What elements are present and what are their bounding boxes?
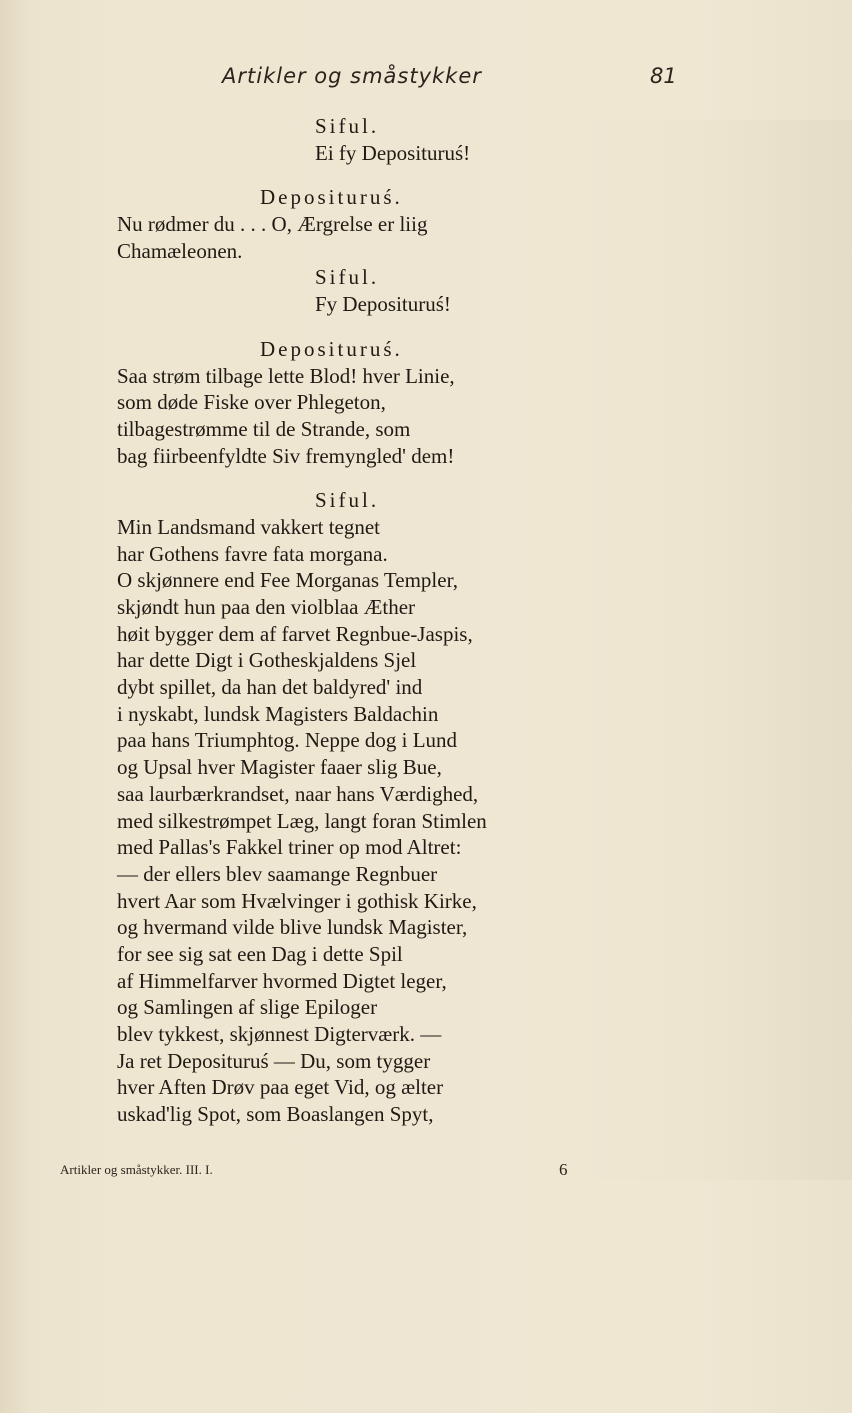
verse-line: paa hans Triumphtog. Neppe dog i Lund xyxy=(117,728,458,753)
verse-line: blev tykkest, skjønnest Digterværk. — xyxy=(117,1022,442,1046)
verse-line: Nu rødmer du . . . O, Ærgrelse er liig xyxy=(117,212,428,237)
verse-line: saa laurbærkrandset, naar hans Værdighed, xyxy=(117,781,479,806)
verse-line: og Samlingen af slige Epiloger xyxy=(117,995,378,1020)
verse-line: med silkestrømpet Læg, langt foran Stimlen xyxy=(117,808,487,833)
verse-line: hvert Aar som Hvælvinger i gothisk Kirke, xyxy=(117,888,477,913)
verse-line: skjøndt hun paa den violblaa Æther xyxy=(117,595,416,619)
speaker-name: Deposituruś. xyxy=(260,185,403,210)
verse-line: Saa strøm tilbage lette Blod! hver Linie, xyxy=(117,363,455,388)
sheet-number: 6 xyxy=(559,1160,568,1179)
verse-line: Ei fy Deposituruś! xyxy=(315,140,471,165)
verse-line: for see sig sat een Dag i dette Spil xyxy=(117,941,403,966)
verse-line: uskad'lig Spot, som Boaslangen Spyt, xyxy=(117,1102,434,1127)
verse-line: tilbagestrømme til de Strande, som xyxy=(117,416,411,441)
page-footer xyxy=(0,1162,852,1184)
stanza-gap xyxy=(117,318,577,336)
stanza-gap xyxy=(117,166,577,184)
verse-line: af Himmelfarver hvormed Digtet leger, xyxy=(117,968,447,993)
stanza-gap xyxy=(117,469,577,487)
verse-line: og hvermand vilde blive lundsk Magister, xyxy=(117,915,468,940)
running-head-title: Artikler og småstykker xyxy=(222,64,482,88)
verse-line: i nyskabt, lundsk Magisters Baldachin xyxy=(117,701,439,726)
verse-line: Chamæleonen. xyxy=(117,238,243,263)
verse-line: og Upsal hver Magister faaer slig Bue, xyxy=(117,755,442,780)
verse-line: Min Landsmand vakkert tegnet xyxy=(117,514,381,539)
verse-line: med Pallas's Fakkel triner op mod Altret: xyxy=(117,835,462,860)
verse-line: — der ellers blev saamange Regnbuer xyxy=(117,861,438,886)
speaker-name: Siful. xyxy=(315,114,380,138)
verse-line: dybt spillet, da han det baldyred' ind xyxy=(117,675,423,700)
verse-line: som døde Fiske over Phlegeton, xyxy=(117,390,386,415)
verse-line: høit bygger dem af farvet Regnbue-Jaspis, xyxy=(117,621,473,646)
page-number: 81 xyxy=(650,64,677,88)
verse-line: Ja ret Deposituruś — Du, som tygger xyxy=(117,1048,431,1073)
verse-line: hver Aften Drøv paa eget Vid, og ælter xyxy=(117,1075,444,1100)
speaker-name: Siful. xyxy=(315,488,380,513)
verse-line: har Gothens favre fata morgana. xyxy=(117,541,388,566)
verse-line: har dette Digt i Gotheskjaldens Sjel xyxy=(117,648,417,673)
signature-line: Artikler og småstykker. III. I. xyxy=(60,1162,213,1177)
verse-text xyxy=(117,113,577,1128)
running-head xyxy=(0,64,852,96)
verse-line: O skjønnere end Fee Morganas Templer, xyxy=(117,568,458,593)
verse-line: bag fiirbeenfyldte Siv fremyngled' dem! xyxy=(117,443,455,468)
verse-line: Fy Deposituruś! xyxy=(315,292,451,317)
show-through-shadow xyxy=(582,120,852,1180)
speaker-name: Siful. xyxy=(315,265,380,290)
speaker-name: Deposituruś. xyxy=(260,336,403,361)
